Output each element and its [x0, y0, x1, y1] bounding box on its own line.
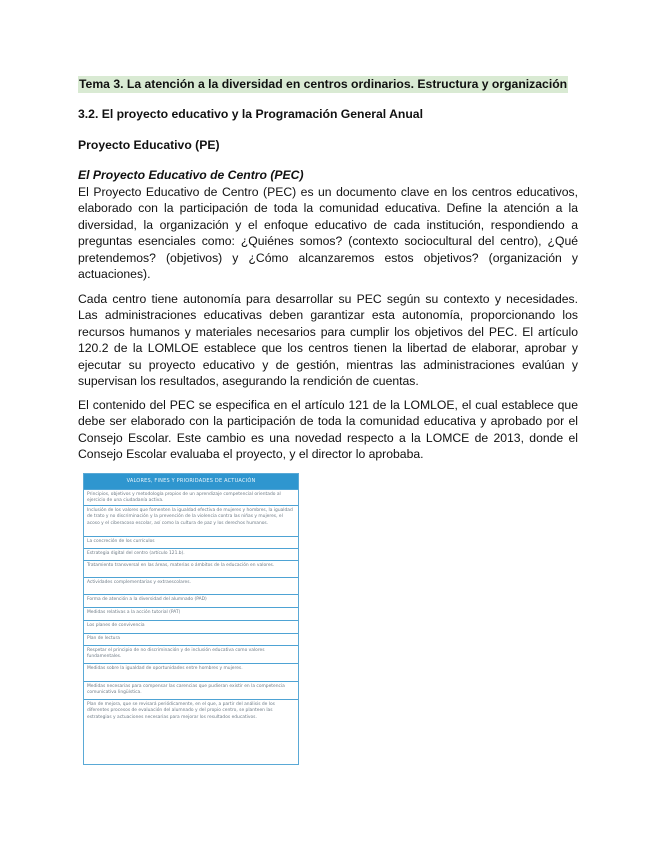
- table-row: Principios, objetivos y metodología propios de un aprendizaje competencial orientado al ejercicio de una ciudadanía activa.: [84, 489, 298, 505]
- table-row: Estrategia digital del centro (artículo 121.b).: [84, 548, 298, 560]
- values-table-figure: [83, 473, 299, 765]
- paragraph: Cada centro tiene autonomía para desarrollar su PEC según su contexto y necesidades. Las administraciones educativas deben garantizar esta autonomía, proporcionando los recursos humanos y materiales necesarios para cumplir los objetivos del PEC. El artículo 120.2 de la LOMLOE establece que los centros tienen la libertad de elaborar, aprobar y ejecutar su proyecto educativo y de gestión, mientras las administraciones evalúan y supervisan los resultados, asegurando la rendición de cuentas.: [78, 292, 578, 389]
- subsection-title: Proyecto Educativo (PE): [78, 138, 220, 152]
- topic-title: Tema 3. La atención a la diversidad en centros ordinarios. Estructura y organización: [79, 77, 568, 91]
- table-row: Medidas sobre la igualdad de oportunidades entre hombres y mujeres.: [84, 663, 298, 681]
- table-row: Medidas necesarias para compensar las carencias que pudieran existir en la competencia comunicativa lingüística.: [84, 681, 298, 699]
- table-row: Plan de lectura: [84, 633, 298, 645]
- table-header: VALORES, FINES Y PRIORIDADES DE ACTUACIÓN: [84, 474, 298, 489]
- table-row: Actividades complementarias y extraescolares.: [84, 577, 298, 594]
- table-row: Forma de atención a la diversidad del alumnado (PAD): [84, 594, 298, 607]
- table-row: Los planes de convivencia: [84, 620, 298, 633]
- table-row: Inclusión de los valores que fomenten la igualdad efectiva de mujeres y hombres, la igualdad de trato y no discriminación y la prevención de la violencia contra las niñas y mujeres, el acoso y el ciberacoso escolar, así como la cultura de paz y los derechos humanos.: [84, 505, 298, 536]
- table-row: La concreción de los currículos: [84, 536, 298, 548]
- table-row: Tratamiento transversal en las áreas, materias o ámbitos de la educación en valores.: [84, 560, 298, 577]
- table-row: Medidas relativas a la acción tutorial (PAT): [84, 607, 298, 620]
- paragraph: El Proyecto Educativo de Centro (PEC) es un documento clave en los centros educativos, elaborado con la participación de toda la comunidad educativa. Define la atención a la diversidad, la organización y el enfoque educativo de cada institución, respondiendo a preguntas esenciales como: ¿Quiénes somos? (contexto sociocultural del centro), ¿Qué pretendemos? (objetivos) y ¿Cómo alcanzaremos estos objetivos? (organización y actuaciones).: [78, 185, 578, 282]
- pec-heading: El Proyecto Educativo de Centro (PEC): [78, 168, 304, 182]
- table-row: Plan de mejora, que se revisará periódicamente, en el que, a partir del análisis de los diferentes procesos de evaluación del alumnado y del propio centro, se planteen las estrategias y actuaciones necesarias para mejorar los resultados educativos.: [84, 699, 298, 730]
- table-row: Respetar el principio de no discriminación y de inclusión educativa como valores fundamentales.: [84, 645, 298, 663]
- section-title: 3.2. El proyecto educativo y la Programación General Anual: [78, 107, 423, 121]
- paragraph: El contenido del PEC se especifica en el artículo 121 de la LOMLOE, el cual establece que debe ser elaborado con la participación de toda la comunidad educativa y aprobado por el Consejo Escolar. Este cambio es una novedad respecto a la LOMCE de 2013, donde el Consejo Escolar evaluaba el proyecto, y el director lo aprobaba.: [78, 398, 578, 462]
